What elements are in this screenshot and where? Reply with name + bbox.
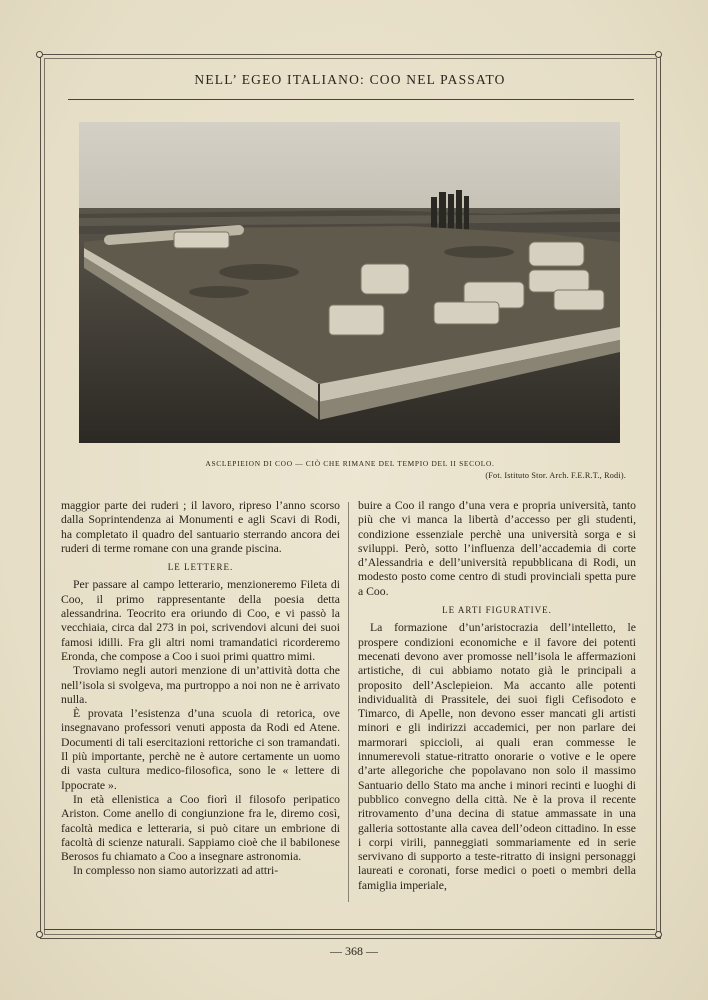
paragraph: La formazione d’un’aristocrazia dell’intelletto, le prospere condizioni economiche e il favore dei potenti mecenati devono aver promosse nell’isola le affermazioni artistiche, di cui abbiamo notato già le principali a proposito dell’Asclepieion. Ma accanto alle potenti individualità di Prassitele, dei suoi figli Cefisodoto e Timarco, di Apelle, non devono esser mancati gli artisti minori e gli indirizzi accademici, per non parlare dei marmorari spiccioli, ai quali eran commesse le innumerevoli statue-ritratto onorarie o votive e le opere d’arte allegoriche che popolavano non solo il massimo Santuario dello Stato ma anche i minori recinti e luoghi di pubblico convegno della città. Ne è la prova il recente ritrovamento d’una decina di statue ammassate in una galleria sottostante alla cavea dell’odeon cittadino. In esse i corpi virili, panneggiati sommariamente ed in serie servivano di supporto a teste-ritratto di insigni personaggi laureati e coronati, forse medici o poeti o membri della famiglia imperiale,: [358, 621, 636, 892]
paragraph: È provata l’esistenza d’una scuola di retorica, ove insegnavano professori venuti apposta da Rodi ed Atene. Documenti di tali esercitazioni rettoriche ci son tramandati. Il più importante, perchè ne è autore certamente un uomo di vasta cultura medico-filosofica, sono le « lettere di Ippocrate ».: [61, 707, 340, 792]
frame-corner-ornament: [655, 931, 662, 938]
section-heading-le-arti-figurative: LE ARTI FIGURATIVE.: [442, 605, 552, 616]
header-rule: [68, 99, 634, 100]
paragraph: Troviamo negli autori menzione di un’attività dotta che nell’isola si svolgeva, ma purtroppo a noi non ne è arrivato nulla.: [61, 664, 340, 706]
text-column-right: [358, 499, 636, 893]
frame-corner-ornament: [36, 51, 43, 58]
page-number: — 368 —: [330, 944, 378, 958]
text-column-left: [61, 499, 340, 879]
section-heading-le-lettere: LE LETTERE.: [167, 562, 234, 573]
paragraph: maggior parte dei ruderi ; il lavoro, ripreso l’anno scorso dalla Soprintendenza ai Monumenti e agli Scavi di Rodi, ha completato il quadro del santuario sterrando ancora dei ruderi di terme romane con una grande piscina.: [61, 499, 340, 555]
frame-corner-ornament: [36, 931, 43, 938]
paragraph: Per passare al campo letterario, menzioneremo Fileta di Coo, il primo rappresentante della poesia detta alessandrina. Teocrito era oriundo di Coo, e vi passò la vecchiaia, circa dal 273 in poi, scrivendovi alcuni dei suoi famosi idilli. Fra gli altri nomi tramandatici ricorderemo Eronda, che compose a Coo i suoi primi quattro mimi.: [61, 578, 340, 663]
paragraph: In complesso non siamo autorizzati ad attri-: [73, 864, 279, 878]
footer-rule: [44, 929, 655, 930]
paragraph: In età ellenistica a Coo fiorì il filosofo peripatico Ariston. Come anello di congiunzione fra le, diremo così, facoltà medica e letteraria, si può citare un embrione di facoltà di scienze naturali. Sappiamo cioè che il babilonese Berosos fu chiamato a Coo a insegnare astronomia.: [61, 792, 340, 864]
frame-corner-ornament: [655, 51, 662, 58]
paragraph: buire a Coo il rango d’una vera e propria università, tanto più che vi manca la libertà d’accesso per gli studenti, condizione essenziale perchè una università sorga e si sviluppi. Però, sotto l’influenza dell’accademia di corte d’Alessandria e dell’università repubblicana di Rodi, un modesto posto come centro di studi provinciali spetta pure a Coo.: [358, 499, 636, 598]
column-divider: [348, 502, 349, 902]
photo-caption: ASCLEPIEION DI COO — CIÒ CHE RIMANE DEL TEMPIO DEL II SECOLO.: [205, 459, 495, 468]
photograph-asclepieion-ruins: [79, 122, 620, 443]
photo-credit: (Fot. Istituto Stor. Arch. F.E.R.T., Rodi).: [485, 471, 626, 480]
running-head: NELL’ EGEO ITALIANO: COO NEL PASSATO: [194, 72, 506, 87]
